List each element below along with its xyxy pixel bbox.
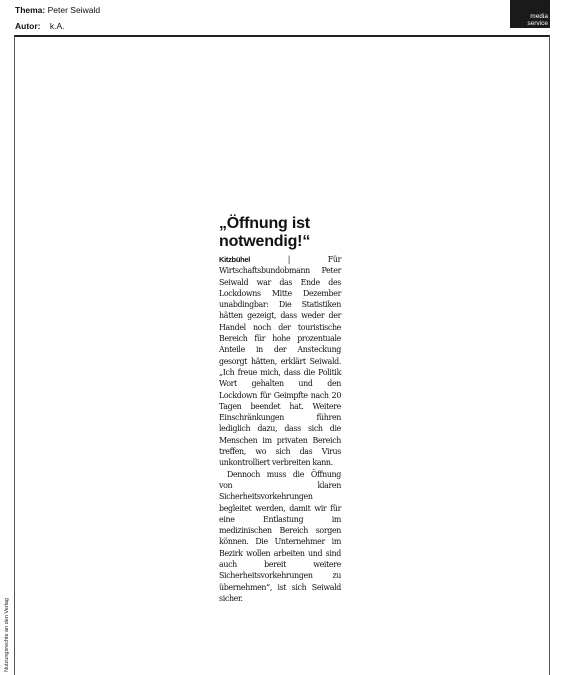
thema-value: Peter Seiwald <box>47 5 101 15</box>
paragraph-1-text: Für Wirtschaftsbundobmann Peter Seiwald war das Ende des Lockdowns Mitte Dezember unabdingbar: Die Statistiken hätten gezeigt, dass weder der Handel noch der touristische Bereich für hohe prozentuale Anteile in der Ansteckung gesorgt hätten, erklärt Seiwald. „Ich freue mich, dass die Politik Wort gehalten und den Lockdown für Geimpfte nach 20 Tagen beendet hat. Weitere Einschränkungen führen lediglich dazu, dass sich die Menschen im privaten Bereich treffen, wo sich das Virus unkontrolliert verbreiten kann. <box>219 255 341 468</box>
logo-line-service: service <box>527 20 548 27</box>
paragraph-2-text: Dennoch muss die Öffnung von klaren Sicherheitsvorkehrungen begleitet werden, damit wir für eine Entlastung im medizinischen Bereich sorgen können. Die Unternehmer im Bezirk wollen arbeiten und sind auch bereit weitere Sicherheitsvorkehrungen zu übernehmen“, ist sich Seiwald sicher. <box>219 469 341 603</box>
article-paragraph <box>219 254 341 469</box>
article-body <box>219 254 341 604</box>
usage-rights-note: Nutzungsrechte an den Verlag <box>4 598 10 672</box>
autor-row <box>15 21 65 31</box>
thema-label: Thema: <box>15 5 46 15</box>
autor-label: Autor: <box>15 21 41 31</box>
article-dateline: Kitzbühel <box>219 255 251 264</box>
logo-line-media: media <box>530 13 548 20</box>
article-clipping <box>219 215 341 604</box>
article-paragraph <box>219 469 341 605</box>
thema-row <box>15 5 100 15</box>
article-headline: „Öffnung ist notwendig!“ <box>219 215 311 250</box>
autor-value: k.A. <box>49 21 65 31</box>
dateline-separator: | <box>250 255 328 264</box>
media-service-logo <box>510 0 550 28</box>
